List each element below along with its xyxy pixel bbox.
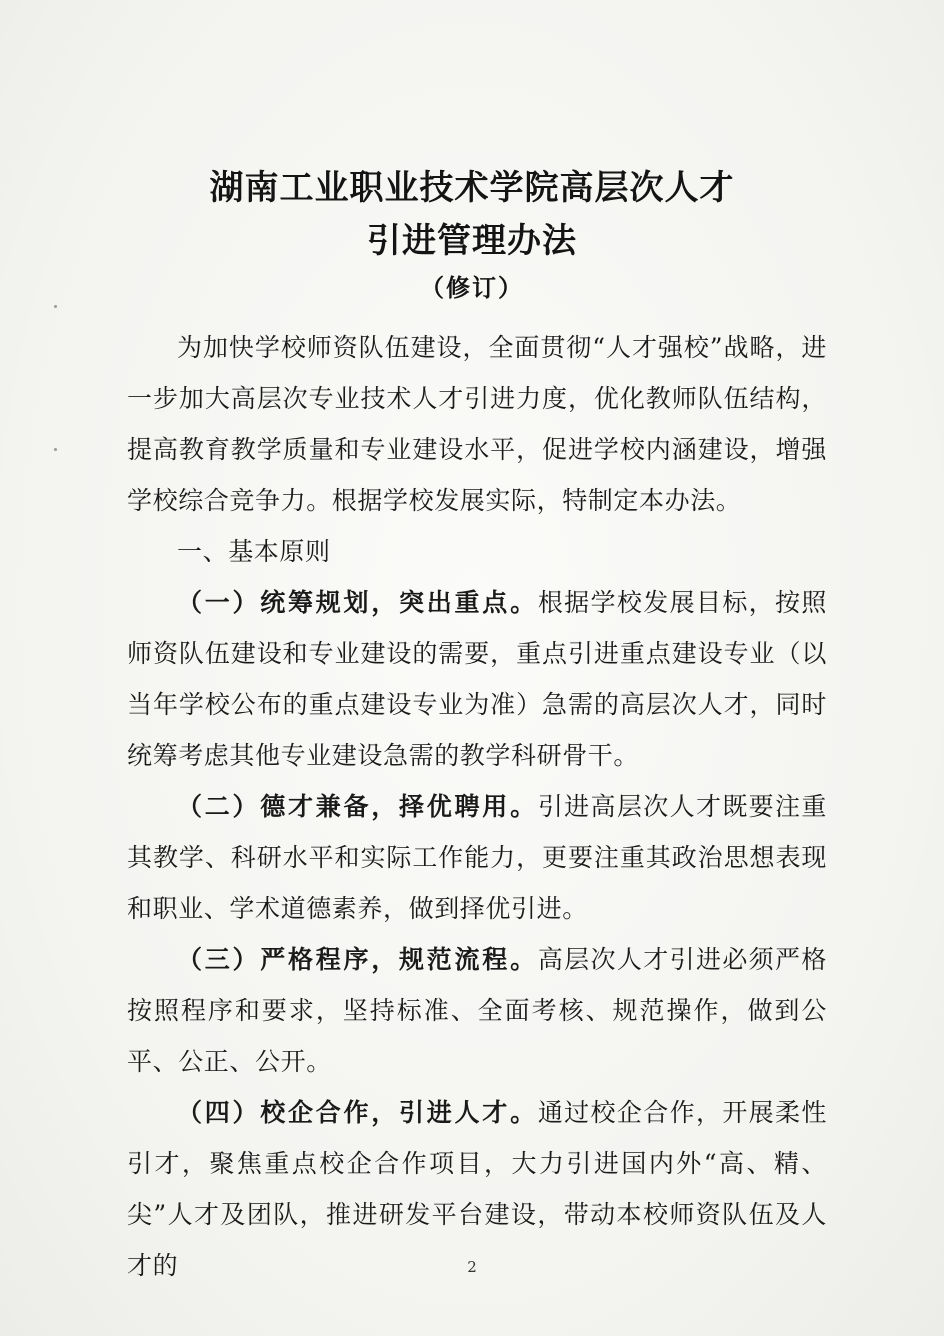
document-title-line-1: 湖南工业职业技术学院高层次人才 [209,168,735,208]
document-body [127,322,827,1291]
principle-text-3: 高层次人才引进必须严格按照程序和要求，坚持标准、全面考核、规范操作，做到公平、公正、公开。 [127,945,827,1076]
section-heading-basic-principles: 一、基本原则 [177,537,331,566]
principle-paragraph-3 [127,934,827,1087]
scan-speck [54,305,57,308]
document-subtitle: （修订） [420,273,524,302]
principle-text-4: 通过校企合作，开展柔性引才，聚焦重点校企合作项目，大力引进国内外“高、精、尖”人才及团队，推进研发平台建设，带动本校师资队伍及人才的 [127,1098,827,1280]
scan-speck [54,448,57,451]
intro-paragraph: 为加快学校师资队伍建设，全面贯彻“人才强校”战略，进一步加大高层次专业技术人才引进力度，优化教师队伍结构，提高教育教学质量和专业建设水平，促进学校内涵建设，增强学校综合竞争力。根据学校发展实际，特制定本办法。 [127,333,827,515]
principle-paragraph-2 [127,781,827,934]
principle-paragraph-1 [127,577,827,781]
principle-lead-2: （二）德才兼备，择优聘用。 [177,792,538,821]
page-number: 2 [467,1258,477,1276]
principle-text-2: 引进高层次人才既要注重其教学、科研水平和实际工作能力，更要注重其政治思想表现和职业、学术道德素养，做到择优引进。 [127,792,827,923]
principle-lead-4: （四）校企合作，引进人才。 [177,1098,538,1127]
principle-lead-3: （三）严格程序，规范流程。 [177,945,538,974]
principle-lead-1: （一）统筹规划，突出重点。 [177,588,538,617]
principle-text-1: 根据学校发展目标，按照师资队伍建设和专业建设的需要，重点引进重点建设专业（以当年学校公布的重点建设专业为准）急需的高层次人才，同时统筹考虑其他专业建设急需的教学科研骨干。 [127,588,827,770]
document-title-line-2: 引进管理办法 [367,221,577,261]
